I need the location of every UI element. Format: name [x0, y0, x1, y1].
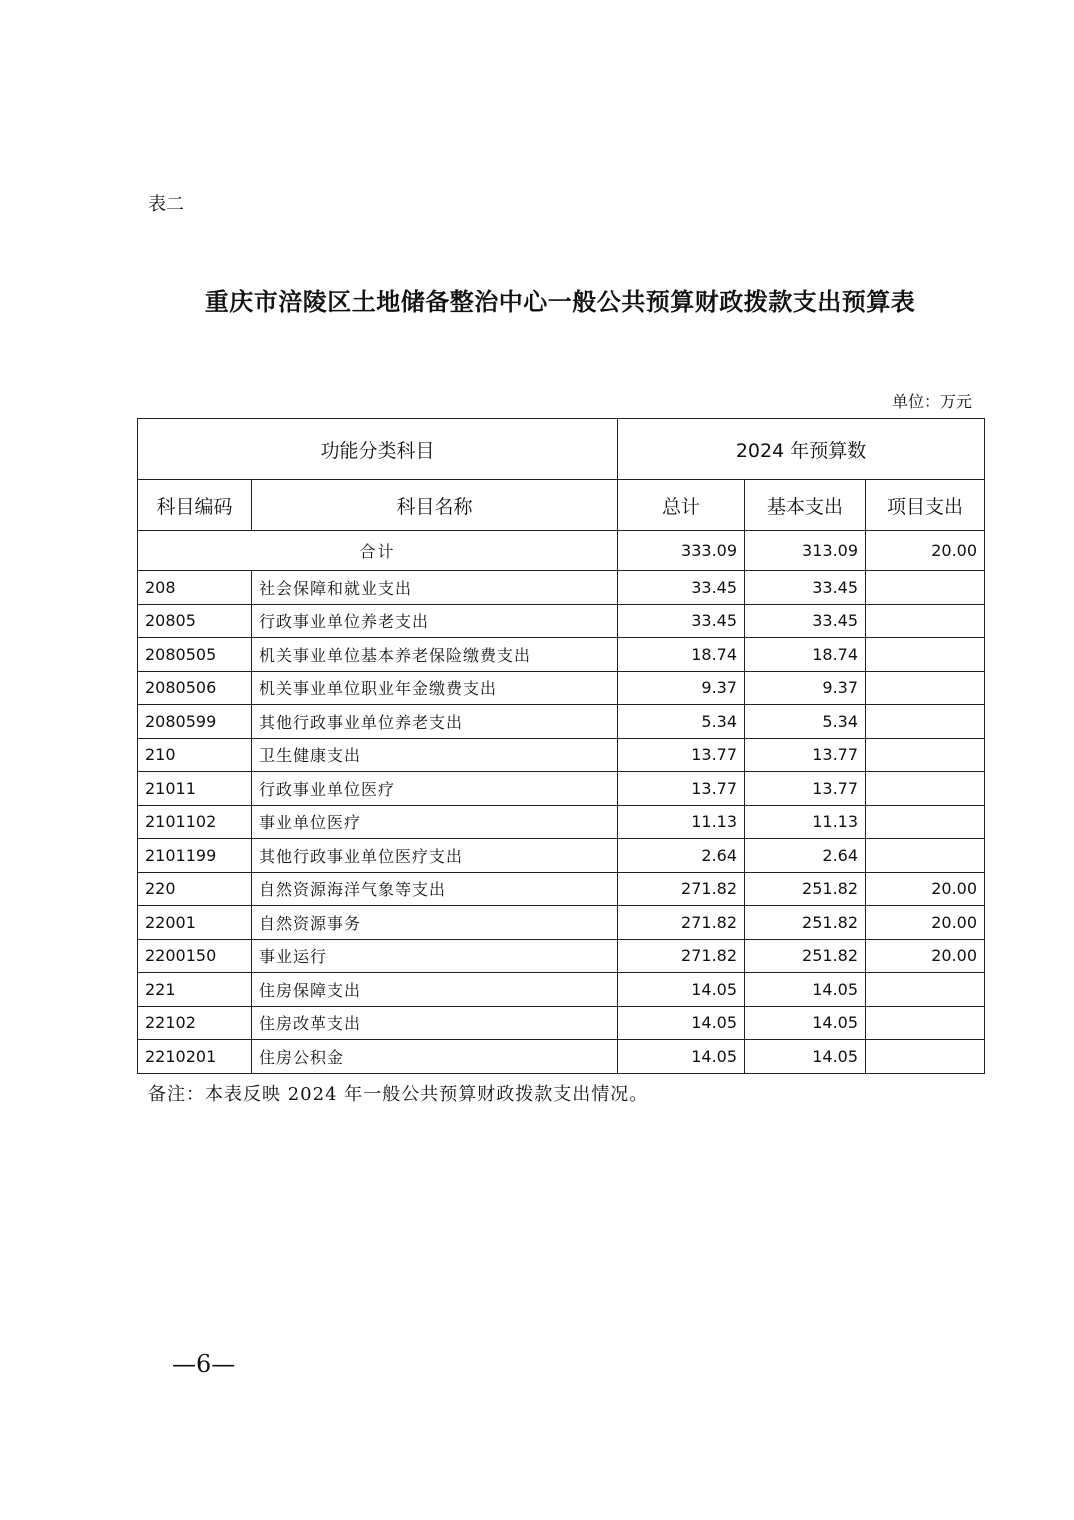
row-basic: 14.05	[745, 973, 866, 1007]
row-total: 33.45	[618, 604, 745, 638]
row-code: 22001	[138, 906, 252, 940]
row-project	[866, 571, 985, 605]
row-basic: 9.37	[745, 671, 866, 705]
row-name: 卫生健康支出	[252, 738, 618, 772]
row-name: 行政事业单位医疗	[252, 772, 618, 806]
row-name: 自然资源海洋气象等支出	[252, 872, 618, 906]
row-basic: 13.77	[745, 738, 866, 772]
table-row	[138, 571, 985, 605]
header-budget-year: 2024 年预算数	[618, 419, 985, 480]
row-basic: 251.82	[745, 872, 866, 906]
page-number: —6—	[172, 1350, 236, 1378]
row-total: 14.05	[618, 973, 745, 1007]
row-basic: 5.34	[745, 705, 866, 739]
row-name: 机关事业单位基本养老保险缴费支出	[252, 638, 618, 672]
row-name: 住房公积金	[252, 1040, 618, 1074]
table-row	[138, 604, 985, 638]
row-project	[866, 805, 985, 839]
row-total: 18.74	[618, 638, 745, 672]
row-name: 社会保障和就业支出	[252, 571, 618, 605]
table-row	[138, 671, 985, 705]
table-row	[138, 1006, 985, 1040]
row-total: 33.45	[618, 571, 745, 605]
row-total: 14.05	[618, 1006, 745, 1040]
row-project	[866, 1006, 985, 1040]
row-name: 机关事业单位职业年金缴费支出	[252, 671, 618, 705]
total-total: 333.09	[618, 531, 745, 571]
header-row-1	[138, 419, 985, 480]
row-name: 其他行政事业单位医疗支出	[252, 839, 618, 873]
row-basic: 251.82	[745, 939, 866, 973]
total-project: 20.00	[866, 531, 985, 571]
row-basic: 13.77	[745, 772, 866, 806]
total-basic: 313.09	[745, 531, 866, 571]
row-project	[866, 1040, 985, 1074]
row-project	[866, 772, 985, 806]
row-code: 22102	[138, 1006, 252, 1040]
row-project	[866, 604, 985, 638]
row-project: 20.00	[866, 939, 985, 973]
row-project	[866, 839, 985, 873]
row-project	[866, 705, 985, 739]
header-project: 项目支出	[866, 480, 985, 531]
header-basic: 基本支出	[745, 480, 866, 531]
row-code: 2080599	[138, 705, 252, 739]
row-basic: 14.05	[745, 1006, 866, 1040]
row-code: 220	[138, 872, 252, 906]
page-title: 重庆市涪陵区土地储备整治中心一般公共预算财政拨款支出预算表	[204, 287, 916, 316]
row-total: 271.82	[618, 872, 745, 906]
row-total: 11.13	[618, 805, 745, 839]
table-row	[138, 906, 985, 940]
row-total: 9.37	[618, 671, 745, 705]
row-basic: 33.45	[745, 604, 866, 638]
total-label: 合计	[138, 531, 618, 571]
row-code: 20805	[138, 604, 252, 638]
total-row	[138, 531, 985, 571]
row-total: 13.77	[618, 772, 745, 806]
row-code: 2080506	[138, 671, 252, 705]
table-row	[138, 705, 985, 739]
row-code: 2080505	[138, 638, 252, 672]
row-basic: 18.74	[745, 638, 866, 672]
row-basic: 11.13	[745, 805, 866, 839]
row-name: 事业单位医疗	[252, 805, 618, 839]
row-name: 行政事业单位养老支出	[252, 604, 618, 638]
row-name: 其他行政事业单位养老支出	[252, 705, 618, 739]
table-row	[138, 973, 985, 1007]
row-name: 住房改革支出	[252, 1006, 618, 1040]
header-name: 科目名称	[252, 480, 618, 531]
row-project	[866, 671, 985, 705]
row-total: 14.05	[618, 1040, 745, 1074]
row-basic: 251.82	[745, 906, 866, 940]
unit-label: 单位：万元	[891, 392, 972, 411]
row-project: 20.00	[866, 906, 985, 940]
row-code: 21011	[138, 772, 252, 806]
row-code: 2210201	[138, 1040, 252, 1074]
row-code: 210	[138, 738, 252, 772]
table-row	[138, 805, 985, 839]
table-row	[138, 872, 985, 906]
table-row	[138, 738, 985, 772]
row-basic: 33.45	[745, 571, 866, 605]
table-body	[138, 531, 985, 1074]
row-name: 住房保障支出	[252, 973, 618, 1007]
header-code: 科目编码	[138, 480, 252, 531]
row-code: 221	[138, 973, 252, 1007]
table-row	[138, 638, 985, 672]
row-code: 2101199	[138, 839, 252, 873]
footnote: 备注：本表反映 2024 年一般公共预算财政拨款支出情况。	[148, 1084, 649, 1105]
table-row	[138, 772, 985, 806]
row-project	[866, 738, 985, 772]
header-functional-classification: 功能分类科目	[138, 419, 618, 480]
row-name: 事业运行	[252, 939, 618, 973]
row-project	[866, 638, 985, 672]
row-total: 13.77	[618, 738, 745, 772]
row-total: 5.34	[618, 705, 745, 739]
row-name: 自然资源事务	[252, 906, 618, 940]
row-code: 2200150	[138, 939, 252, 973]
row-project: 20.00	[866, 872, 985, 906]
table-label: 表二	[148, 194, 184, 215]
table-row	[138, 939, 985, 973]
budget-table	[137, 418, 985, 1074]
table-row	[138, 839, 985, 873]
row-basic: 14.05	[745, 1040, 866, 1074]
row-total: 271.82	[618, 906, 745, 940]
row-total: 2.64	[618, 839, 745, 873]
row-code: 2101102	[138, 805, 252, 839]
row-total: 271.82	[618, 939, 745, 973]
header-row-2	[138, 480, 985, 531]
table-row	[138, 1040, 985, 1074]
row-basic: 2.64	[745, 839, 866, 873]
header-total: 总计	[618, 480, 745, 531]
row-project	[866, 973, 985, 1007]
row-code: 208	[138, 571, 252, 605]
